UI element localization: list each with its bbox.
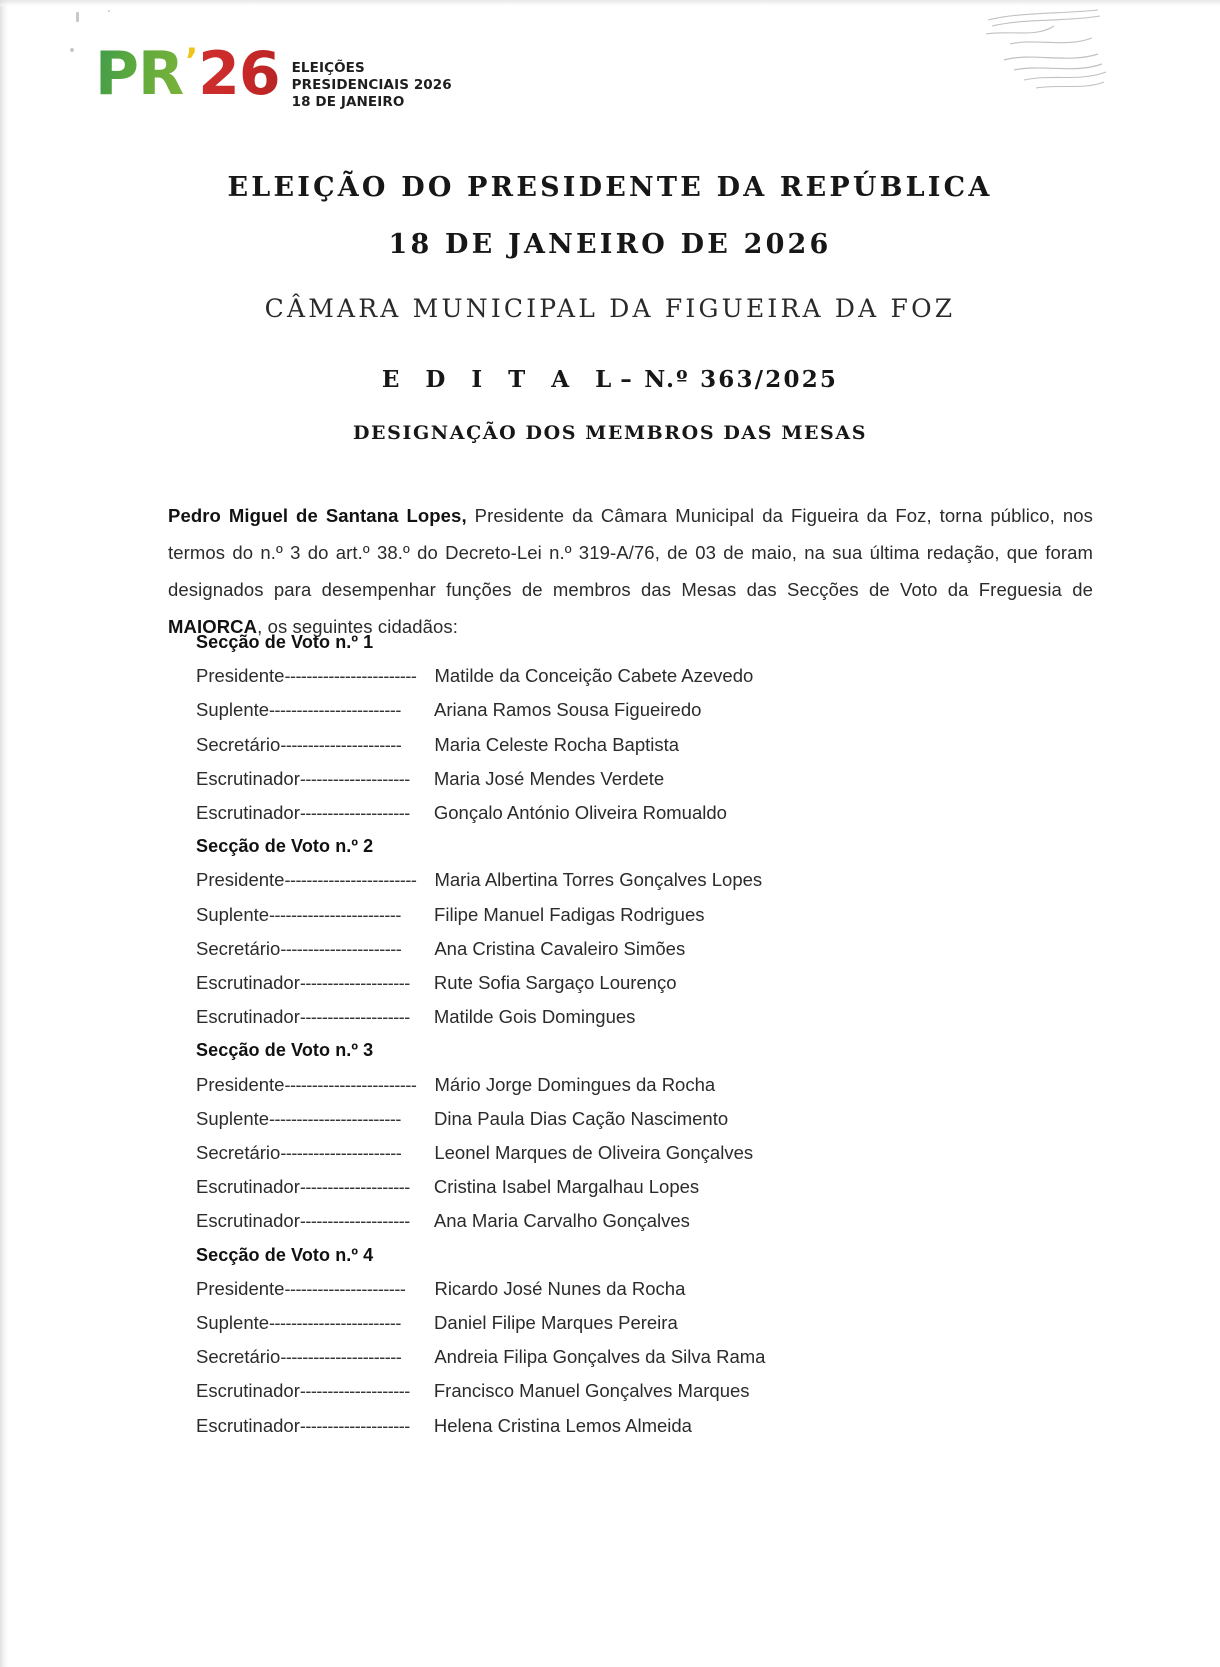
member-name: Mário Jorge Domingues da Rocha xyxy=(434,1073,716,1095)
leader-dashes: -------------------- xyxy=(299,1007,410,1028)
leader-dashes: -------------------- xyxy=(299,1381,410,1402)
member-role: Secretário xyxy=(196,733,281,755)
member-role: Secretário xyxy=(196,937,281,959)
member-name: Maria José Mendes Verdete xyxy=(433,767,665,789)
edital-number: – N.º 363/2025 xyxy=(620,366,839,393)
scan-edge-shadow-top xyxy=(0,0,1220,6)
member-name: Daniel Filipe Marques Pereira xyxy=(434,1312,678,1334)
leader-dashes: ---------------------- xyxy=(280,1143,402,1164)
member-role: Escrutinador xyxy=(196,802,300,824)
document-subtitle: DESIGNAÇÃO DOS MEMBROS DAS MESAS xyxy=(352,422,868,444)
member-row xyxy=(196,1306,1096,1340)
member-name: Maria Albertina Torres Gonçalves Lopes xyxy=(434,869,763,891)
member-name: Dina Paula Dias Cação Nascimento xyxy=(434,1107,729,1129)
member-row xyxy=(196,1204,1096,1238)
member-role: Presidente xyxy=(196,1073,285,1095)
election-logo xyxy=(95,39,452,113)
member-role: Presidente xyxy=(196,869,285,891)
member-name: Maria Celeste Rocha Baptista xyxy=(434,733,680,755)
member-role: Escrutinador xyxy=(196,1380,300,1402)
signatory-name: Pedro Miguel de Santana Lopes, xyxy=(168,504,467,526)
election-date-heading: 18 DE JANEIRO DE 2026 xyxy=(388,229,832,260)
leader-dashes: ---------------------- xyxy=(280,734,402,755)
member-row xyxy=(196,1068,1096,1102)
leader-dashes: ---------------------- xyxy=(284,1278,406,1299)
member-row xyxy=(196,1340,1096,1374)
leader-dashes: -------------------- xyxy=(299,973,410,994)
voting-sections-list xyxy=(196,626,1096,1443)
member-name: Ariana Ramos Sousa Figueiredo xyxy=(434,699,702,721)
logo-mark xyxy=(95,39,280,113)
intro-text-part2: , os seguintes cidadãos: xyxy=(257,615,458,637)
leader-dashes: -------------------- xyxy=(299,1177,410,1198)
member-row xyxy=(196,762,1096,796)
member-row xyxy=(196,1170,1096,1204)
member-row xyxy=(196,796,1096,830)
leader-dashes: -------------------- xyxy=(299,1211,410,1232)
member-role: Suplente xyxy=(196,1312,270,1334)
logo-caption xyxy=(292,60,452,111)
section-title: Secção de Voto n.º 3 xyxy=(196,1040,374,1061)
municipality-heading: CÂMARA MUNICIPAL DA FIGUEIRA DA FOZ xyxy=(264,294,956,323)
member-name: Matilde da Conceição Cabete Azevedo xyxy=(434,665,754,687)
member-row xyxy=(196,1136,1096,1170)
member-row xyxy=(196,932,1096,966)
scan-speck xyxy=(76,12,79,22)
member-role: Secretário xyxy=(196,1142,281,1164)
member-row xyxy=(196,659,1096,693)
freguesia-name: MAIORCA xyxy=(168,615,258,637)
member-role: Escrutinador xyxy=(196,972,300,994)
intro-paragraph xyxy=(168,497,1093,645)
member-name: Andreia Filipa Gonçalves da Silva Rama xyxy=(434,1346,766,1368)
logo-caption-line1: ELEIÇÕES xyxy=(291,60,365,76)
leader-dashes: -------------------- xyxy=(299,768,410,789)
member-name: Ana Cristina Cavaleiro Simões xyxy=(434,937,686,959)
logo-year-text: 26 xyxy=(198,39,280,109)
member-name: Cristina Isabel Margalhau Lopes xyxy=(433,1176,700,1198)
member-role: Presidente xyxy=(196,665,285,687)
member-row xyxy=(196,898,1096,932)
leader-dashes: -------------------- xyxy=(299,1415,410,1436)
logo-caption-line2: PRESIDENCIAIS 2026 xyxy=(291,77,452,93)
member-row xyxy=(196,728,1096,762)
leader-dashes: ------------------------ xyxy=(269,904,401,925)
leader-dashes: ---------------------- xyxy=(280,1347,402,1368)
section-title: Secção de Voto n.º 4 xyxy=(196,1244,374,1265)
member-role: Escrutinador xyxy=(196,1414,300,1436)
member-row xyxy=(196,693,1096,727)
logo-apostrophe: ’ xyxy=(185,41,198,81)
logo-caption-line3: 18 DE JANEIRO xyxy=(291,94,405,110)
scan-speck xyxy=(108,10,110,12)
leader-dashes: ---------------------- xyxy=(280,938,402,959)
member-role: Secretário xyxy=(196,1346,281,1368)
leader-dashes: ------------------------ xyxy=(284,1074,417,1095)
member-row xyxy=(196,1102,1096,1136)
member-role: Suplente xyxy=(196,699,270,721)
member-role: Suplente xyxy=(196,1107,270,1129)
section-title: Secção de Voto n.º 1 xyxy=(196,632,374,652)
leader-dashes: ------------------------ xyxy=(269,700,401,721)
member-name: Leonel Marques de Oliveira Gonçalves xyxy=(434,1142,754,1164)
member-role: Presidente xyxy=(196,1277,285,1299)
page-title: ELEIÇÃO DO PRESIDENTE DA REPÚBLICA xyxy=(227,172,993,203)
member-row xyxy=(196,1000,1096,1034)
leader-dashes: ------------------------ xyxy=(269,1108,401,1129)
member-row xyxy=(196,1409,1096,1443)
member-row xyxy=(196,966,1096,1000)
leader-dashes: ------------------------ xyxy=(269,1313,401,1334)
member-role: Escrutinador xyxy=(196,767,300,789)
handwritten-scribble-icon xyxy=(980,8,1110,98)
member-name: Filipe Manuel Fadigas Rodrigues xyxy=(434,903,705,925)
member-role: Escrutinador xyxy=(196,1210,300,1232)
member-role: Escrutinador xyxy=(196,1006,300,1028)
leader-dashes: ------------------------ xyxy=(284,870,417,891)
intro-text-part1: Presidente da Câmara Municipal da Figueira da Foz, torna público, nos termos do n.º 3 do art.º 38.º do Decreto-Lei n.º 319-A/76, de 03 de maio, na sua última redação, que foram designados para desempenhar funções de membros das Mesas das Secções de Voto da Freguesia de xyxy=(168,504,1093,600)
member-name: Ricardo José Nunes da Rocha xyxy=(434,1277,686,1299)
member-role: Suplente xyxy=(196,903,270,925)
member-role: Escrutinador xyxy=(196,1176,300,1198)
member-row xyxy=(196,1272,1096,1306)
member-name: Francisco Manuel Gonçalves Marques xyxy=(433,1380,750,1402)
member-row xyxy=(196,1374,1096,1408)
leader-dashes: ------------------------ xyxy=(284,666,417,687)
member-name: Ana Maria Carvalho Gonçalves xyxy=(433,1210,690,1232)
edital-heading xyxy=(0,366,1220,393)
edital-word: E D I T A L xyxy=(381,366,621,393)
member-name: Gonçalo António Oliveira Romualdo xyxy=(433,802,727,824)
leader-dashes: -------------------- xyxy=(299,803,410,824)
member-name: Matilde Gois Domingues xyxy=(433,1006,636,1028)
logo-pr-text: PR xyxy=(95,39,184,109)
member-name: Helena Cristina Lemos Almeida xyxy=(433,1414,692,1436)
section-title: Secção de Voto n.º 2 xyxy=(196,836,374,857)
member-row xyxy=(196,863,1096,897)
scan-speck xyxy=(70,48,74,52)
member-name: Rute Sofia Sargaço Lourenço xyxy=(433,972,677,994)
